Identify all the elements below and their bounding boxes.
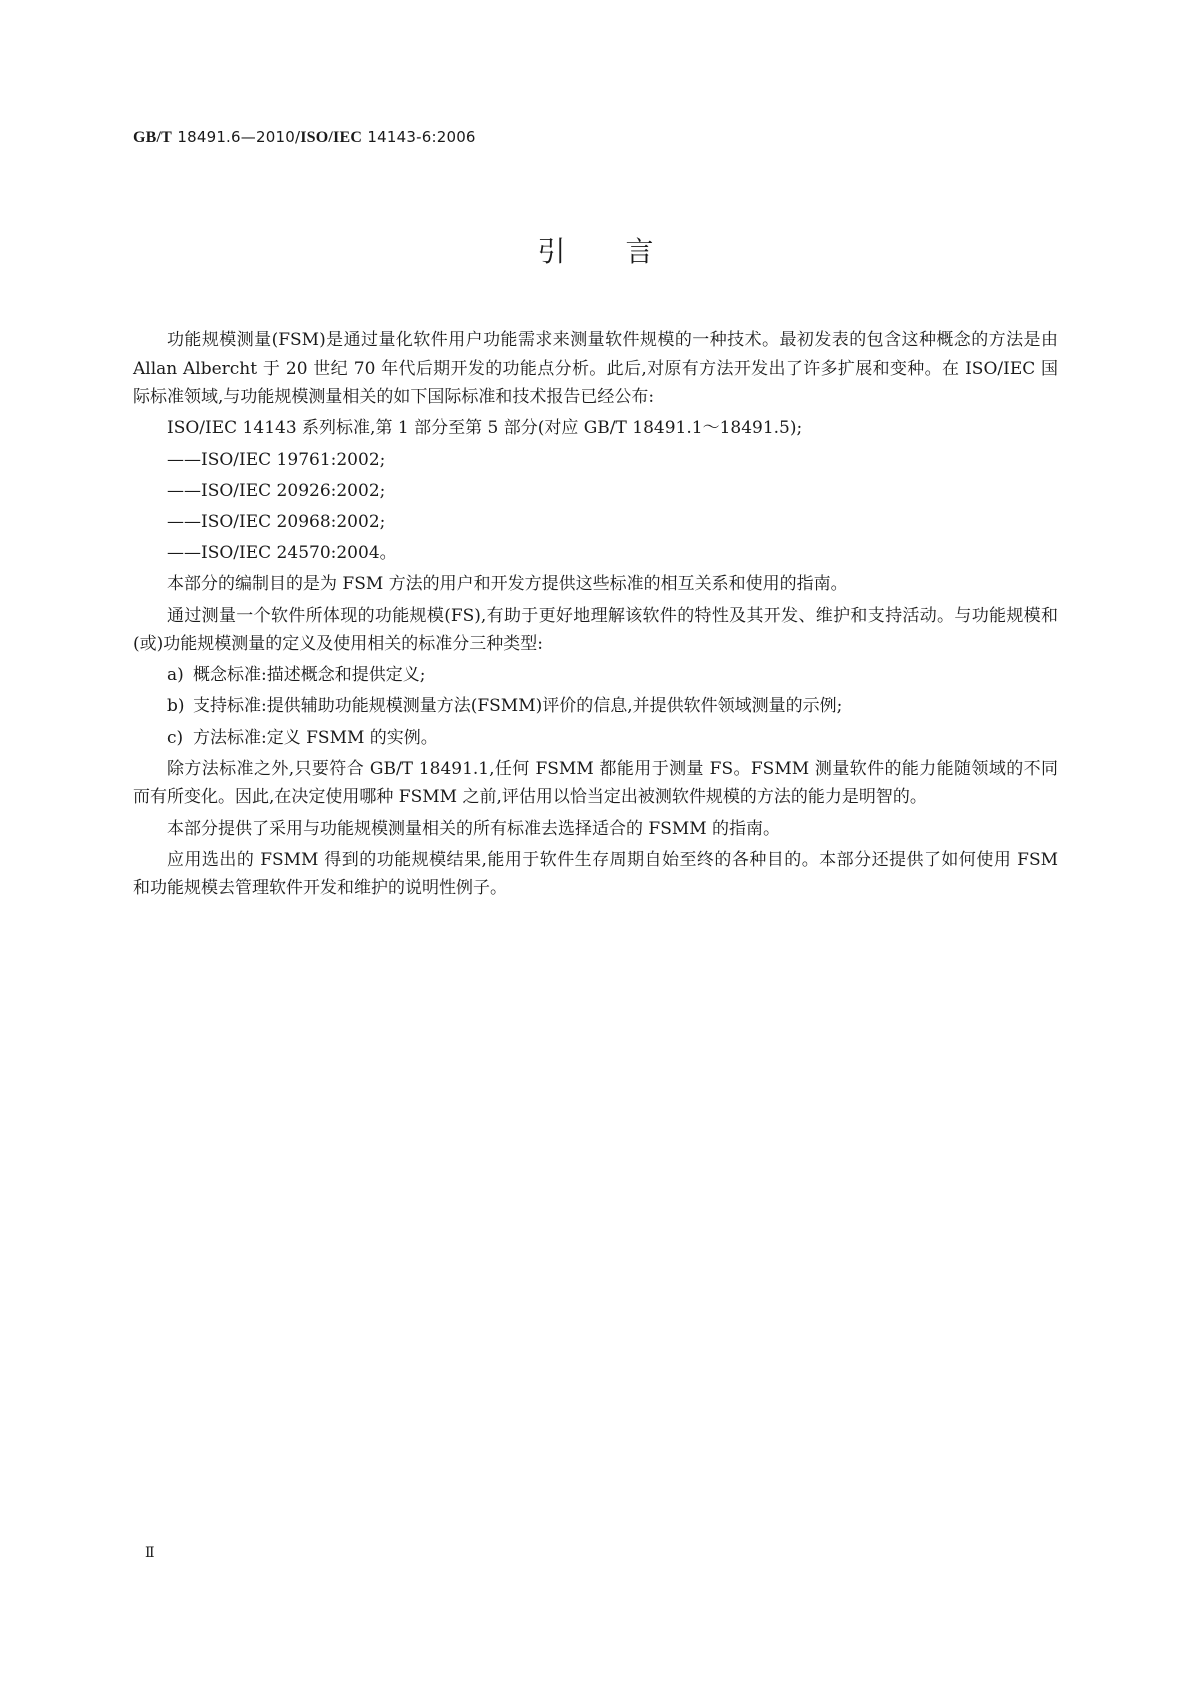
header-iso: ISO/IEC — [300, 129, 363, 146]
header-code-part2: 14143-6:2006 — [367, 128, 476, 146]
type-marker: c) — [167, 727, 184, 748]
standard-item: ——ISO/IEC 19761:2002; — [167, 449, 386, 470]
paragraph-usage: 应用选出的 FSMM 得到的功能规模结果,能用于软件生存周期自始至终的各种目的。本部分还提供了如何使用 FSM 和功能规模去管理软件开发和维护的说明性例子。 — [133, 849, 1058, 899]
document-body — [133, 326, 1058, 906]
document-header — [133, 127, 476, 147]
paragraph-guide: 本部分提供了采用与功能规模测量相关的所有标准去选择适合的 FSMM 的指南。 — [167, 818, 781, 839]
standard-item: ——ISO/IEC 20926:2002; — [167, 480, 386, 501]
paragraph-method: 除方法标准之外,只要符合 GB/T 18491.1,任何 FSMM 都能用于测量 FS。FSMM 测量软件的能力能随领域的不同而有所变化。因此,在决定使用哪种 FSMM 之前,评估用以恰当定出被测软件规模的方法的能力是明智的。 — [133, 758, 1058, 808]
standard-item: ——ISO/IEC 20968:2002; — [167, 511, 386, 532]
type-item — [133, 724, 1058, 753]
page-number: Ⅱ — [145, 1545, 155, 1561]
paragraph-iso-series: ISO/IEC 14143 系列标准,第 1 部分至第 5 部分(对应 GB/T 18491.1～18491.5); — [167, 418, 803, 439]
header-prefix: GB/T — [133, 129, 173, 146]
paragraph-purpose: 本部分的编制目的是为 FSM 方法的用户和开发方提供这些标准的相互关系和使用的指南。 — [167, 574, 848, 595]
header-code-part1: 18491.6—2010/ — [177, 128, 301, 146]
type-text: 方法标准:定义 FSMM 的实例。 — [193, 727, 438, 748]
type-item — [133, 692, 1058, 721]
type-text: 支持标准:提供辅助功能规模测量方法(FSMM)评价的信息,并提供软件领域测量的示例; — [193, 696, 843, 717]
type-item — [133, 661, 1058, 690]
type-marker: a) — [167, 665, 184, 686]
page-title: 引言 — [537, 235, 714, 268]
type-text: 概念标准:描述概念和提供定义; — [193, 665, 426, 686]
paragraph-intro: 功能规模测量(FSM)是通过量化软件用户功能需求来测量软件规模的一种技术。最初发表的包含这种概念的方法是由 Allan Albercht 于 20 世纪 70 年代后期开发的功能点分析。此后,对原有方法开发出了许多扩展和变种。在 ISO/IEC 国际标准领域,与功能规模测量相关的如下国际标准和技术报告已经公布: — [133, 330, 1058, 408]
standard-item: ——ISO/IEC 24570:2004。 — [167, 543, 397, 564]
type-marker: b) — [167, 696, 185, 717]
paragraph-fs: 通过测量一个软件所体现的功能规模(FS),有助于更好地理解该软件的特性及其开发、维护和支持活动。与功能规模和(或)功能规模测量的定义及使用相关的标准分三种类型: — [133, 605, 1058, 655]
